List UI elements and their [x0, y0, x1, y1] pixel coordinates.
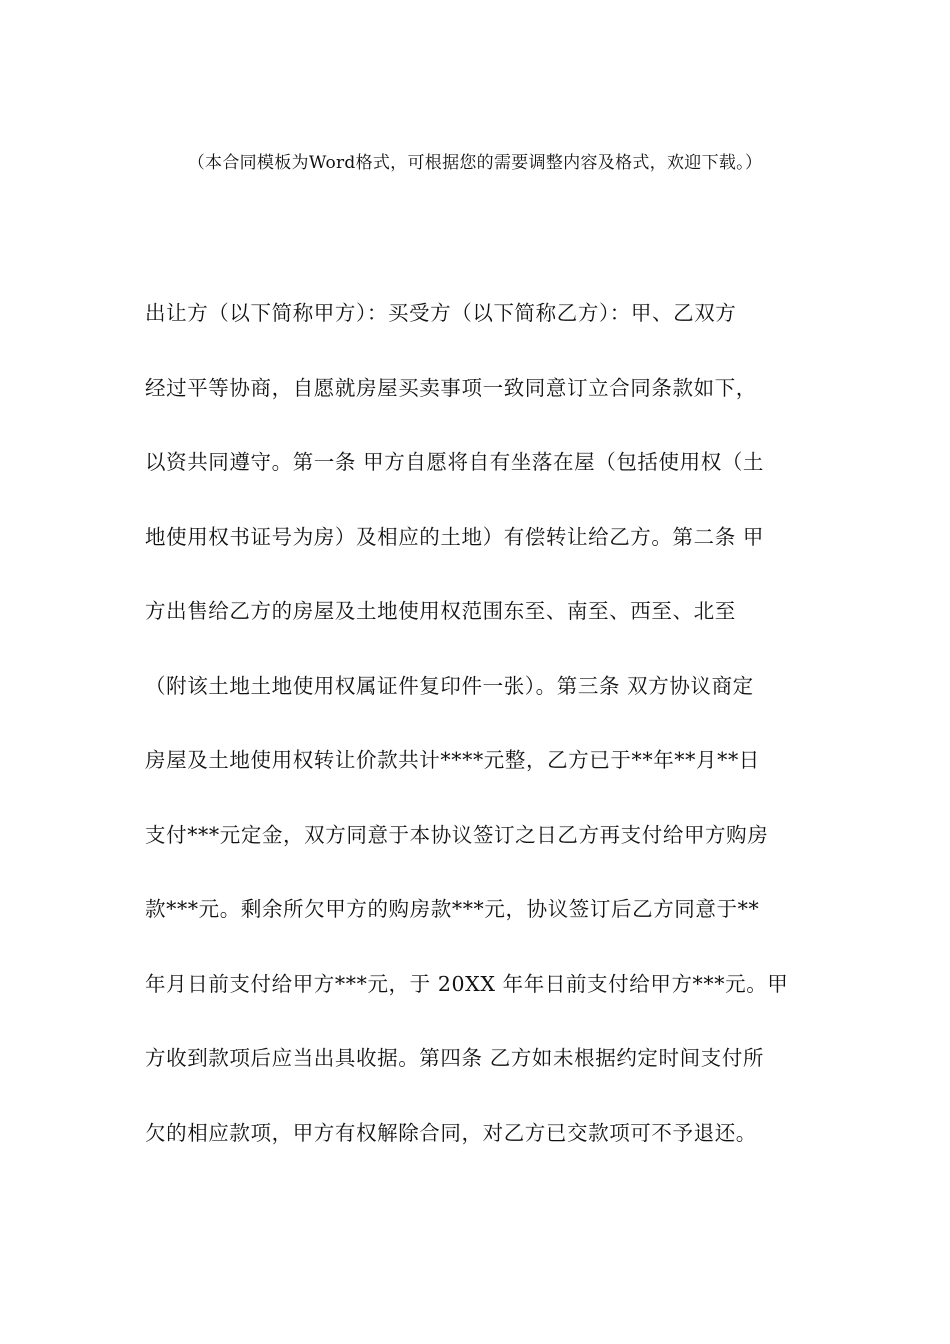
- contract-line-10: 年月日前支付给甲方***元，于 20XX 年年日前支付给甲方***元。甲: [145, 971, 789, 996]
- contract-line-6: （附该土地土地使用权属证件复印件一张）。第三条 双方协议商定: [145, 673, 754, 698]
- contract-line-3: 以资共同遵守。第一条 甲方自愿将自有坐落在屋（包括使用权（土: [145, 450, 765, 474]
- template-note: （本合同模板为Word格式，可根据您的需要调整内容及格式，欢迎下载。）: [187, 153, 763, 173]
- contract-line-5: 方出售给乙方的房屋及土地使用权范围东至、南至、西至、北至: [145, 599, 736, 623]
- contract-line-9: 款***元。剩余所欠甲方的购房款***元，协议签订后乙方同意于**: [145, 897, 760, 921]
- contract-line-1: 出让方（以下简称甲方）：买受方（以下简称乙方）：甲、乙双方: [145, 301, 737, 325]
- contract-line-12: 欠的相应款项，甲方有权解除合同，对乙方已交款项可不予退还。: [145, 1120, 757, 1145]
- contract-body: [145, 293, 825, 1187]
- contract-line-2: 经过平等协商，自愿就房屋买卖事项一致同意订立合同条款如下，: [145, 375, 757, 400]
- contract-line-4: 地使用权书证号为房）及相应的土地）有偿转让给乙方。第二条 甲: [145, 524, 765, 549]
- contract-line-11: 方收到款项后应当出具收据。第四条 乙方如未根据约定时间支付所: [145, 1046, 765, 1070]
- contract-line-8: 支付***元定金，双方同意于本协议签订之日乙方再支付给甲方购房: [145, 822, 769, 847]
- contract-line-7: 房屋及土地使用权转让价款共计****元整，乙方已于**年**月**日: [145, 748, 760, 772]
